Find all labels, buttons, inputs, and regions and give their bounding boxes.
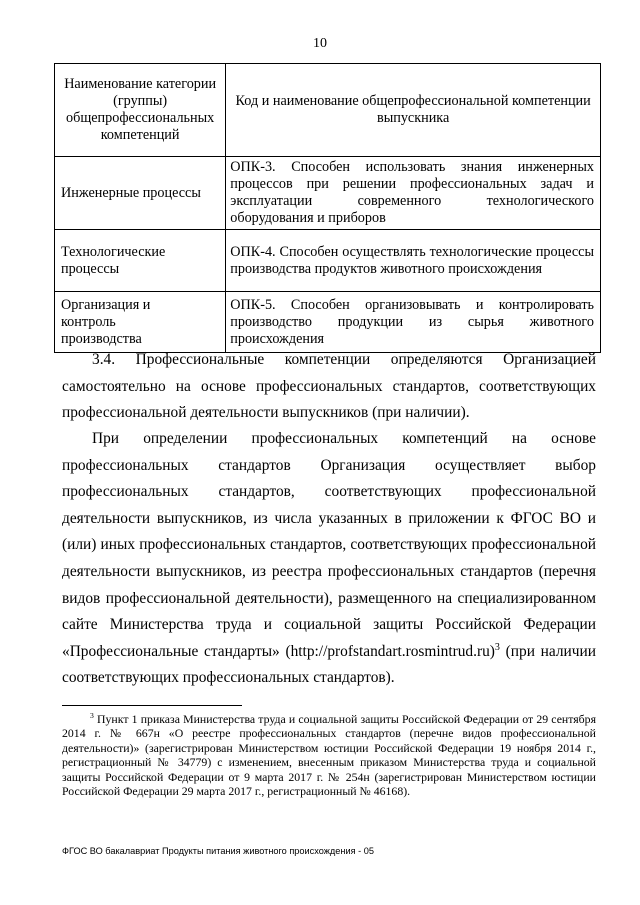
table-header-competence: Код и наименование общепрофессиональной компетенции выпускника <box>226 64 601 157</box>
competence-table <box>54 63 601 353</box>
paragraph-3-4: 3.4. Профессиональные компетенции определяются Организацией самостоятельно на основе профессиональных стандартов, соответствующих профессиональной деятельности выпускников (при наличии). <box>62 351 596 422</box>
table-header-row <box>55 64 601 157</box>
paragraph-main-text: При определении профессиональных компетенций на основе профессиональных стандартов Организация осуществляет выбор профессиональных стандартов, соответствующих профессиональной деятельности выпускников, из числа указанных в приложении к ФГОС ВО и (или) иных профессиональных стандартов, соответствующих профессиональной деятельности выпускников, из реестра профессиональных стандартов (перечня видов профессиональной деятельности), размещенного на специализированном сайте Министерства труда и социальной защиты Российской Федерации «Профессиональные стандарты» (http://profstandart.rosmintrud.ru) <box>62 430 596 660</box>
competence-cell: ОПК-4. Способен осуществлять технологические процессы производства продуктов животного происхождения <box>226 230 601 292</box>
footnote-marker: 3 <box>90 711 94 721</box>
table-row <box>55 230 601 292</box>
footnote-text: Пункт 1 приказа Министерства труда и социальной защиты Российской Федерации от 29 сентября 2014 г. № 667н «О реестре профессиональных стандартов (перечне видов профессиональной деятельности)» (зарегистрирован Министерством юстиции Российской Федерации 19 ноября 2014 г., регистрационный № 34779) с изменением, внесенным приказом Министерства труда и социальной защиты Российской Федерации от 9 марта 2017 г. № 254н (зарегистрирован Министерством юстиции Российской Федерации 29 марта 2017 г., регистрационный № 46168). <box>62 712 596 799</box>
category-cell: Технологические процессы <box>55 230 226 292</box>
footnote <box>62 712 596 798</box>
table-header-category: Наименование категории (группы) общепрофессиональных компетенций <box>55 64 226 157</box>
paragraph-professional-standards <box>62 426 596 692</box>
footnote-reference: 3 <box>494 641 500 653</box>
category-cell: Организация и контроль производства <box>55 292 226 353</box>
page-footer: ФГОС ВО бакалавриат Продукты питания животного происхождения - 05 <box>62 846 374 856</box>
category-cell: Инженерные процессы <box>55 157 226 230</box>
page-number: 10 <box>313 36 327 51</box>
table-row <box>55 157 601 230</box>
footnote-divider <box>62 705 242 706</box>
table-row <box>55 292 601 353</box>
competence-cell: ОПК-3. Способен использовать знания инженерных процессов при решении профессиональных задач и эксплуатации современного технологического оборудования и приборов <box>226 157 601 230</box>
paragraph-tail-text: (при наличии соответствующих профессиональных стандартов). <box>62 642 596 687</box>
competence-cell: ОПК-5. Способен организовывать и контролировать производство продукции из сырья животного происхождения <box>226 292 601 353</box>
